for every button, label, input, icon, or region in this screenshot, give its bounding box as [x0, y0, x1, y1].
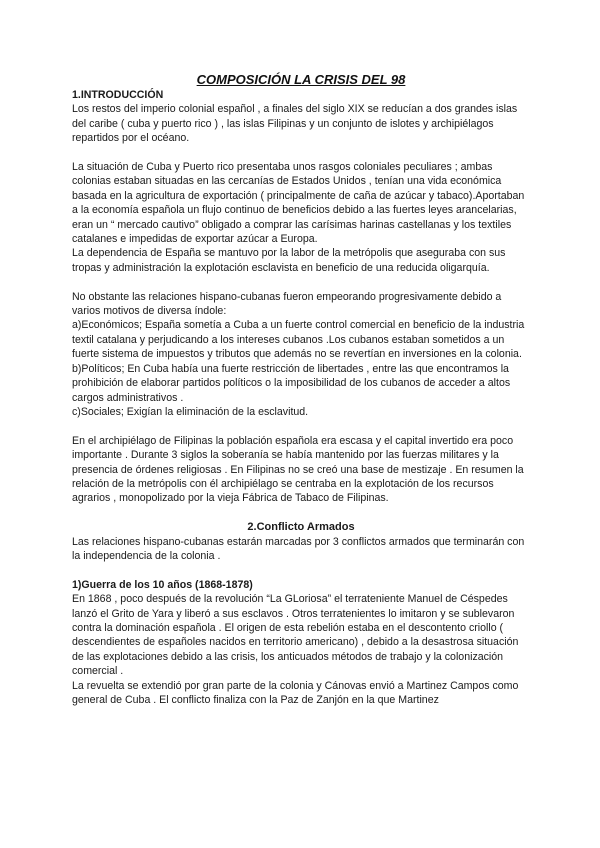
paragraph-sociales: c)Sociales; Exigían la eliminación de la esclavitud.: [72, 405, 309, 418]
document-body: [72, 72, 530, 707]
paragraph: Las relaciones hispano-cubanas estarán marcadas por 3 conflictos armados que terminarán con la independencia de la colonia .: [72, 535, 525, 562]
section-heading-conflictos: 2.Conflicto Armados: [247, 521, 355, 534]
subheading-guerra-10-anos: 1)Guerra de los 10 años (1868-1878): [72, 578, 253, 591]
paragraph-gap: [72, 419, 530, 433]
paragraph-gap: [72, 506, 530, 520]
paragraph: La revuelta se extendió por gran parte de la colonia y Cánovas envió a Martinez Campos como general de Cuba . El conflicto finaliza con la Paz de Zanjón en la que Martinez: [72, 679, 519, 706]
paragraph-gap: [72, 275, 530, 289]
paragraph: No obstante las relaciones hispano-cubanas fueron empeorando progresivamente debido a varios motivos de diversa índole:: [72, 290, 502, 318]
paragraph-politicos: b)Políticos; En Cuba había una fuerte restricción de libertades , entre las que encontramos la prohibición de elaborar partidos políticos o la imposibilidad de los cubanos de acceder a altos cargos administrativos .: [72, 362, 511, 404]
section-heading-introduccion: 1.INTRODUCCIÓN: [72, 89, 164, 101]
paragraph-gap: [72, 146, 530, 160]
paragraph: En el archipiélago de Filipinas la población española era escasa y el capital invertido era poco importante . Durante 3 siglos la soberanía se había mantenido por las fuerzas militares y la presencia de órdenes religiosas . En Filipinas no se creó una base de mestizaje . En resumen la relación de la metrópolis con él archipiélago se centraba en la explotación de los recursos agrarios , monopolizado por la vieja Fábrica de Tabaco de Filipinas.: [72, 434, 524, 505]
paragraph: En 1868 , poco después de la revolución “La GLoriosa” el terrateniente Manuel de Céspedes lanzó el Grito de Yara y liberó a sus esclavos . Otros terratenientes lo imitaron y se sublevaron contra la dominación española . El origen de esta rebelión estaba en el descontento criollo ( descendientes de españoles nacidos en territorio americano) , debido a la desastrosa situación de las explotaciones debido a las crisis, los anticuados métodos de trabajo y la colonización comercial .: [72, 593, 519, 678]
paragraph: Los restos del imperio colonial español , a finales del siglo XIX se reducían a dos grandes islas del caribe ( cuba y puerto rico ) , las islas Filipinas y un conjunto de islotes y archipiélagos repartidos por el océano.: [72, 103, 518, 145]
document-title: COMPOSICIÓN LA CRISIS DEL 98: [196, 72, 406, 87]
paragraph-economicos: a)Económicos; España sometía a Cuba a un fuerte control comercial en beneficio de la industria textil catalana y perjudicando a los intereses cubanos .Los cubanos estaban sometidos a un fuerte sistema de impuestos y tributos que además no se revertían en inversiones en la colonia.: [72, 319, 525, 361]
paragraph-gap: [72, 563, 530, 577]
paragraph: La dependencia de España se mantuvo por la labor de la metrópolis que aseguraba con sus tropas y administración la explotación esclavista en beneficio de una reducida oligarquía.: [72, 247, 506, 274]
paragraph: La situación de Cuba y Puerto rico presentaba unos rasgos coloniales peculiares ; ambas colonias estaban situadas en las cercanías de Estados Unidos , tenían una vida económica basada en la agricultura de exportación ( principalmente de caña de azúcar y tabaco).Aportaban a la economía española un flujo continuo de beneficios debido a las fuertes leyes arancelarias, eran un “ mercado cautivo” obligado a comprar las carísimas harinas castellanas y los textiles catalanes e impedidas de exportar azúcar a Europa.: [72, 161, 525, 246]
